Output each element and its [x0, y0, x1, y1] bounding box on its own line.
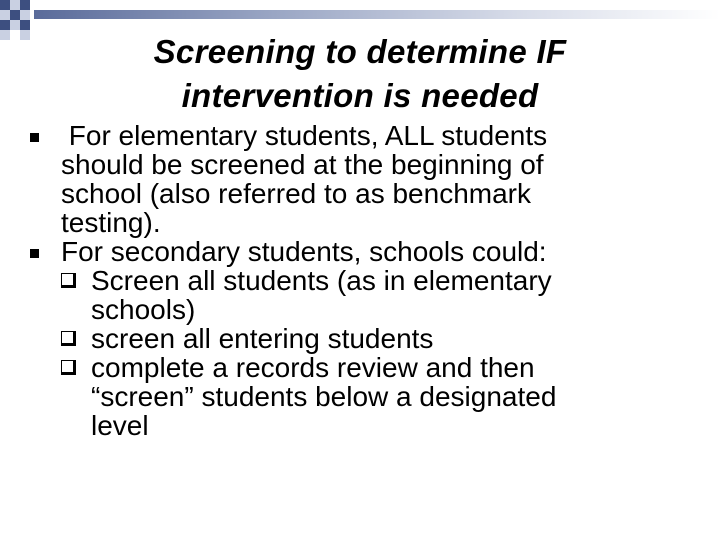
sub-bullet-line: screen all entering students: [91, 323, 434, 354]
slide-title: [60, 30, 660, 118]
sub-bullet-line: Screen all students (as in elementary: [91, 265, 552, 296]
bullet-line: should be screened at the beginning of: [61, 149, 544, 180]
bullet-line: For secondary students, schools could:: [61, 236, 547, 267]
sub-bullet-line: level: [91, 410, 149, 441]
header-accent-bar: [34, 10, 720, 19]
slide-body: [30, 121, 690, 440]
square-bullet-icon: [30, 133, 39, 142]
square-bullet-icon: [30, 249, 39, 258]
hollow-square-bullet-icon: [61, 360, 76, 375]
bullet-secondary: [30, 237, 690, 266]
bullet-elementary: [30, 121, 690, 237]
sub-bullet-screen-all: [30, 266, 690, 324]
sub-bullet-records-review: [30, 353, 690, 440]
bullet-line: testing).: [61, 207, 161, 238]
slide-title-line-1: Screening to determine IF: [153, 33, 567, 70]
sub-bullet-screen-entering: [30, 324, 690, 353]
bullet-line: For elementary students, ALL students: [61, 120, 548, 151]
hollow-square-bullet-icon: [61, 331, 76, 346]
sub-bullet-line: complete a records review and then: [91, 352, 535, 383]
hollow-square-bullet-icon: [61, 273, 76, 288]
sub-bullet-line: schools): [91, 294, 196, 325]
bullet-line: school (also referred to as benchmark: [61, 178, 531, 209]
slide-title-line-2: intervention is needed: [181, 77, 539, 114]
sub-bullet-line: “screen” students below a designated: [91, 381, 557, 412]
